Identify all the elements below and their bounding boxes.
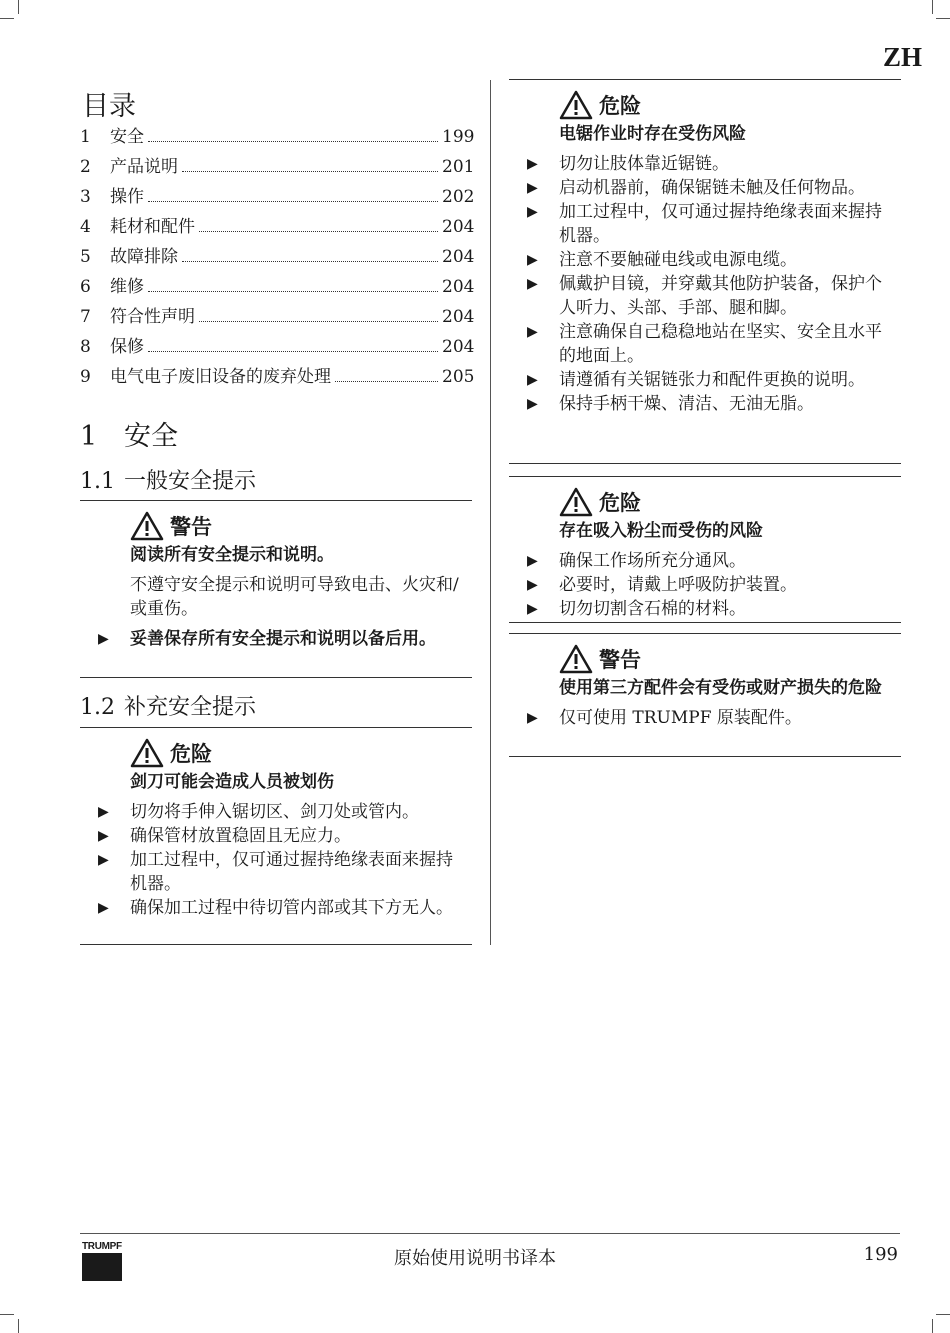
toc-title: 目录	[82, 91, 136, 122]
language-tag: ZH	[882, 42, 922, 72]
warning-triangle-icon	[130, 738, 164, 768]
list-item	[509, 549, 893, 573]
signal-word-text: 危险	[170, 741, 212, 766]
bullet-arrow-icon: ▶	[527, 252, 538, 268]
list-item	[509, 368, 893, 392]
footer-title: 原始使用说明书译本	[394, 1248, 556, 1269]
list-item	[509, 176, 893, 200]
toc-entry-label: 故障排除	[110, 247, 178, 267]
toc-leader-dots	[148, 291, 438, 292]
bullet-arrow-icon: ▶	[527, 577, 538, 593]
list-item	[509, 272, 893, 320]
toc-entry[interactable]	[80, 272, 475, 302]
instruction-list	[80, 800, 472, 920]
warning-triangle-icon	[559, 487, 593, 517]
list-item-text: 切勿让肢体靠近锯链。	[559, 154, 729, 174]
bullet-arrow-icon: ▶	[527, 156, 538, 172]
toc-entry-label: 电气电子废旧设备的废弃处理	[110, 367, 331, 387]
instruction-list	[509, 549, 901, 621]
bullet-arrow-icon: ▶	[98, 804, 109, 820]
signal-word-text: 警告	[170, 514, 212, 539]
instruction-list	[509, 152, 901, 416]
list-item-text: 确保加工过程中待切管内部或其下方无人。	[130, 898, 453, 918]
box-subtitle: 阅读所有安全提示和说明。	[130, 545, 334, 565]
list-item-text: 注意不要触碰电线或电源电缆。	[559, 250, 797, 270]
list-item	[80, 896, 464, 920]
toc-entry-number: 2	[80, 157, 91, 177]
toc-entry-page: 204	[442, 337, 475, 357]
toc-entry[interactable]	[80, 152, 475, 182]
instruction-list	[509, 706, 901, 730]
toc-entry-number: 4	[80, 217, 91, 237]
box-subtitle: 使用第三方配件会有受伤或财产损失的危险	[559, 678, 882, 698]
list-item	[509, 320, 893, 368]
toc-entry-number: 7	[80, 307, 91, 327]
box-subtitle: 存在吸入粉尘而受伤的风险	[559, 521, 763, 541]
instruction-list	[80, 627, 472, 651]
subsection-number: 1.1	[80, 469, 115, 494]
list-item-text: 切勿将手伸入锯切区、剑刀处或管内。	[130, 802, 419, 822]
list-item-text: 加工过程中，仅可通过握持绝缘表面来握持机器。	[559, 202, 882, 246]
toc-leader-dots	[182, 261, 438, 262]
crop-mark	[18, 1319, 19, 1333]
crop-mark	[0, 1314, 14, 1315]
subsection-title: 补充安全提示	[124, 695, 257, 720]
toc-entry-page: 205	[442, 367, 475, 387]
toc-leader-dots	[148, 351, 438, 352]
toc-entry[interactable]	[80, 362, 475, 392]
toc-entry-page: 204	[442, 307, 475, 327]
list-item-text: 确保管材放置稳固且无应力。	[130, 826, 351, 846]
toc-leader-dots	[199, 321, 438, 322]
toc-entry-number: 9	[80, 367, 91, 387]
table-of-contents	[80, 122, 475, 392]
list-item	[509, 706, 893, 730]
danger-box	[80, 727, 472, 945]
box-subtitle: 电锯作业时存在受伤风险	[559, 124, 746, 144]
list-item-text: 必要时，请戴上呼吸防护装置。	[559, 575, 797, 595]
toc-entry-page: 204	[442, 217, 475, 237]
toc-entry-number: 3	[80, 187, 91, 207]
signal-word	[130, 509, 472, 543]
section-title: 安全	[124, 421, 178, 452]
logo-text: TRUMPF	[82, 1241, 122, 1252]
toc-leader-dots	[148, 141, 438, 142]
toc-leader-dots	[182, 171, 438, 172]
toc-entry-label: 维修	[110, 277, 144, 297]
danger-box	[509, 476, 901, 623]
subsection-heading	[80, 690, 256, 721]
danger-box	[509, 79, 901, 464]
list-item-text: 佩戴护目镜，并穿戴其他防护装备，保护个人听力、头部、手部、腿和脚。	[559, 274, 882, 318]
list-item-text: 妥善保存所有安全提示和说明以备后用。	[130, 629, 436, 649]
list-item	[509, 597, 893, 621]
section-heading	[80, 414, 178, 453]
list-item	[80, 627, 464, 651]
bullet-arrow-icon: ▶	[98, 852, 109, 868]
toc-entry-label: 安全	[110, 127, 144, 147]
toc-leader-dots	[335, 381, 438, 382]
toc-entry-page: 204	[442, 277, 475, 297]
toc-entry-page: 201	[442, 157, 475, 177]
bullet-arrow-icon: ▶	[527, 710, 538, 726]
toc-entry-label: 符合性声明	[110, 307, 195, 327]
toc-entry-number: 1	[80, 127, 91, 147]
toc-entry-label: 产品说明	[110, 157, 178, 177]
list-item	[509, 392, 893, 416]
subsection-title: 一般安全提示	[124, 469, 257, 494]
list-item	[509, 152, 893, 176]
list-item-text: 保持手柄干燥、清洁、无油无脂。	[559, 394, 814, 414]
list-item	[509, 573, 893, 597]
subsection-number: 1.2	[80, 695, 115, 720]
list-item-text: 加工过程中，仅可通过握持绝缘表面来握持机器。	[130, 850, 453, 894]
crop-mark	[936, 18, 950, 19]
toc-entry-page: 202	[442, 187, 475, 207]
warning-box	[509, 633, 901, 757]
list-item	[509, 200, 893, 248]
signal-word-text: 警告	[599, 647, 641, 672]
toc-entry[interactable]	[80, 302, 475, 332]
bullet-arrow-icon: ▶	[527, 204, 538, 220]
toc-entry[interactable]	[80, 332, 475, 362]
toc-leader-dots	[199, 231, 438, 232]
toc-entry[interactable]	[80, 212, 475, 242]
page-number: 199	[863, 1244, 898, 1265]
toc-entry-label: 耗材和配件	[110, 217, 195, 237]
bullet-arrow-icon: ▶	[527, 553, 538, 569]
box-paragraph: 不遵守安全提示和说明可导致电击、火灾和/或重伤。	[130, 575, 459, 619]
footer-divider	[80, 1233, 900, 1234]
list-item-text: 确保工作场所充分通风。	[559, 551, 746, 571]
toc-leader-dots	[148, 201, 438, 202]
box-subtitle: 剑刀可能会造成人员被划伤	[130, 772, 334, 792]
toc-entry[interactable]	[80, 122, 475, 152]
bullet-arrow-icon: ▶	[98, 828, 109, 844]
list-item-text: 注意确保自己稳稳地站在坚实、安全且水平的地面上。	[559, 322, 882, 366]
list-item	[80, 848, 464, 896]
crop-mark	[932, 0, 933, 14]
list-item-text: 仅可使用 TRUMPF 原装配件。	[559, 708, 802, 728]
bullet-arrow-icon: ▶	[527, 180, 538, 196]
bullet-arrow-icon: ▶	[527, 372, 538, 388]
toc-entry-page: 204	[442, 247, 475, 267]
signal-word	[130, 736, 472, 770]
signal-word	[559, 485, 901, 519]
toc-entry-label: 保修	[110, 337, 144, 357]
subsection-heading	[80, 464, 256, 495]
crop-mark	[18, 0, 19, 14]
toc-entry-number: 5	[80, 247, 91, 267]
warning-triangle-icon	[559, 644, 593, 674]
toc-entry[interactable]	[80, 182, 475, 212]
toc-entry-page: 199	[442, 127, 475, 147]
toc-entry[interactable]	[80, 242, 475, 272]
signal-word	[559, 88, 901, 122]
bullet-arrow-icon: ▶	[527, 396, 538, 412]
list-item	[509, 248, 893, 272]
signal-word	[559, 642, 901, 676]
bullet-arrow-icon: ▶	[527, 601, 538, 617]
list-item-text: 启动机器前，确保锯链未触及任何物品。	[559, 178, 865, 198]
bullet-arrow-icon: ▶	[527, 324, 538, 340]
warning-triangle-icon	[130, 511, 164, 541]
list-item	[80, 824, 464, 848]
signal-word-text: 危险	[599, 93, 641, 118]
column-divider	[490, 80, 491, 945]
bullet-arrow-icon: ▶	[98, 631, 109, 647]
list-item-text: 请遵循有关锯链张力和配件更换的说明。	[559, 370, 865, 390]
toc-entry-number: 8	[80, 337, 91, 357]
crop-mark	[936, 1314, 950, 1315]
crop-mark	[932, 1319, 933, 1333]
bullet-arrow-icon: ▶	[98, 900, 109, 916]
toc-entry-number: 6	[80, 277, 91, 297]
section-number: 1	[80, 421, 98, 452]
signal-word-text: 危险	[599, 490, 641, 515]
crop-mark	[0, 18, 14, 19]
bullet-arrow-icon: ▶	[527, 276, 538, 292]
warning-box	[80, 500, 472, 678]
list-item	[80, 800, 464, 824]
warning-triangle-icon	[559, 90, 593, 120]
toc-entry-label: 操作	[110, 187, 144, 207]
list-item-text: 切勿切割含石棉的材料。	[559, 599, 746, 619]
